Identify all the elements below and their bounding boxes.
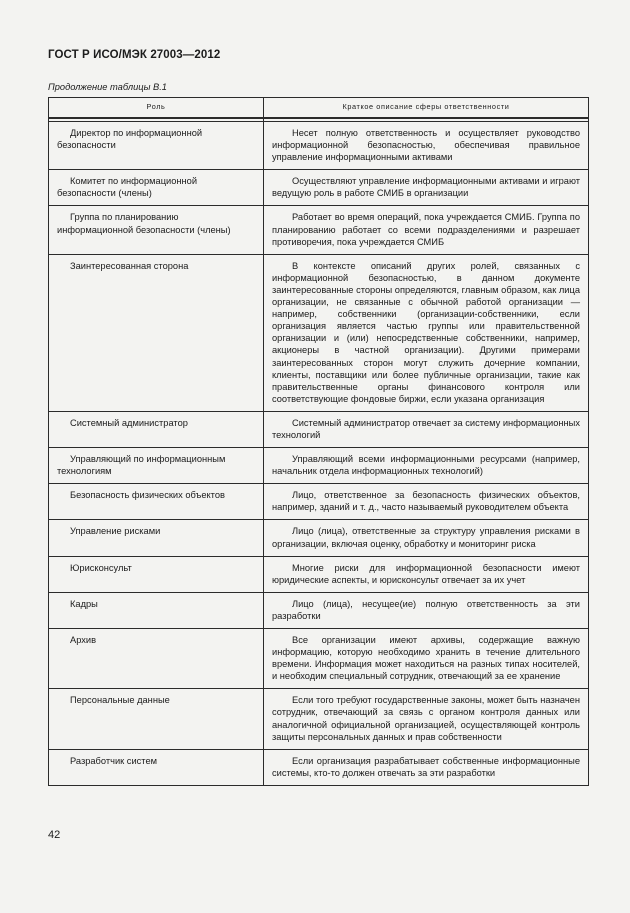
role-cell <box>49 484 264 520</box>
table-row <box>49 254 589 411</box>
role-text: Директор по информационной безопасности <box>57 128 203 151</box>
role-text: Разработчик систем <box>70 755 158 766</box>
role-text: Комитет по информационной безопасности (члены) <box>57 176 198 199</box>
description-text: Лицо, ответственное за безопасность физических объектов, например, зданий и т. д., часто называемый руководителем объекта <box>272 490 580 513</box>
description-text: Осуществляют управление информационными активами и играют ведущую роль в работе СМИБ в организации <box>272 176 580 199</box>
description-cell <box>264 206 589 254</box>
table-row <box>49 629 589 689</box>
responsibilities-table <box>48 97 589 786</box>
column-header-role: Роль <box>49 98 264 119</box>
description-cell <box>264 411 589 447</box>
role-text: Архив <box>70 635 97 645</box>
role-cell <box>49 556 264 592</box>
table-row <box>49 122 589 170</box>
table-body <box>49 118 589 785</box>
description-cell <box>264 520 589 556</box>
role-text: Заинтересованная сторона <box>70 260 189 271</box>
description-cell <box>264 170 589 206</box>
description-cell <box>264 749 589 785</box>
description-text: Управляющий всеми информационными ресурсами (например, начальник отдела информационных технологий) <box>272 454 580 477</box>
description-text: Все организации имеют архивы, содержащие важную информацию, которую необходимо хранить в течение длительного времени. Информация может находиться на разных типах носителей, и необходим специальный сотрудник, отвечающий за ее хранение <box>272 635 580 682</box>
role-cell <box>49 411 264 447</box>
description-cell <box>264 448 589 484</box>
role-cell <box>49 629 264 689</box>
table-row <box>49 170 589 206</box>
table-row <box>49 556 589 592</box>
table-row <box>49 592 589 628</box>
description-text: Системный администратор отвечает за систему информационных технологий <box>272 417 580 440</box>
role-cell <box>49 592 264 628</box>
description-cell <box>264 629 589 689</box>
role-cell <box>49 206 264 254</box>
role-text: Кадры <box>70 598 98 609</box>
page-number: 42 <box>48 829 61 841</box>
role-text: Юрисконсульт <box>70 562 132 573</box>
role-text: Персональные данные <box>70 695 170 706</box>
role-cell <box>49 254 264 411</box>
table-row <box>49 749 589 785</box>
table-row <box>49 520 589 556</box>
description-text: Несет полную ответственность и осуществляет руководство информационной безопасностью, обеспечивая правильное управление информационными активами <box>272 128 580 163</box>
table-row <box>49 206 589 254</box>
table-caption: Продолжение таблицы В.1 <box>48 82 167 92</box>
role-text: Группа по планированию информационной безопасности (члены) <box>57 212 231 235</box>
description-text: Работает во время операций, пока учреждается СМИБ. Группа по планированию работает со всеми подразделениями и разрешает противоречия, пока учреждается СМИБ <box>272 212 580 247</box>
description-text: Если организация разрабатывает собственные информационные системы, кто-то должен отвечать за эти разработки <box>272 755 580 778</box>
role-text: Безопасность физических объектов <box>70 490 225 501</box>
description-cell <box>264 484 589 520</box>
description-cell <box>264 254 589 411</box>
column-header-description: Краткое описание сферы ответственности <box>264 98 589 119</box>
role-cell <box>49 448 264 484</box>
table-row <box>49 411 589 447</box>
description-text: Многие риски для информационной безопасности имеют юридические аспекты, и юрисконсульт отвечает за их учет <box>272 562 580 585</box>
description-cell <box>264 592 589 628</box>
role-cell <box>49 122 264 170</box>
role-text: Управляющий по информационным технологиям <box>57 454 226 477</box>
description-text: Лицо (лица), несущее(ие) полную ответственность за эти разработки <box>272 598 580 621</box>
description-cell <box>264 689 589 749</box>
table-row <box>49 689 589 749</box>
table-row <box>49 484 589 520</box>
description-cell <box>264 122 589 170</box>
role-cell <box>49 170 264 206</box>
table-header-row <box>49 98 589 119</box>
table-row <box>49 448 589 484</box>
role-text: Системный администратор <box>70 417 188 428</box>
description-text: Лицо (лица), ответственные за структуру управления рисками в организации, включая оценку, обработку и мониторинг риска <box>272 526 580 549</box>
description-text: Если того требуют государственные законы, может быть назначен сотрудник, отвечающий за связь с органом контроля данных или аналогичной официальной организацией, осуществляющей контроль защиты персональных данных и прав собственности <box>272 695 580 742</box>
role-cell <box>49 689 264 749</box>
description-cell <box>264 556 589 592</box>
role-cell <box>49 749 264 785</box>
role-text: Управление рисками <box>70 526 161 537</box>
description-text: В контексте описаний других ролей, связанных с информационной безопасностью, в данном документе заинтересованные стороны определяются, главным образом, как лица организации, не связанные с обычной работой организации — например, собственники (организации-собственники, если организация является частью группы или правительственной организации и (или) непосредственные собственники, например, акционеры в частной организации). Другими примерами заинтересованных сторон могут служить дочерние компании, клиенты, поставщики или более публичные организации, такие как правительственные органы финансового контроля или соответствующие фондовые биржи, если указана организация <box>272 260 580 404</box>
role-cell <box>49 520 264 556</box>
document-header: ГОСТ Р ИСО/МЭК 27003—2012 <box>48 49 221 61</box>
